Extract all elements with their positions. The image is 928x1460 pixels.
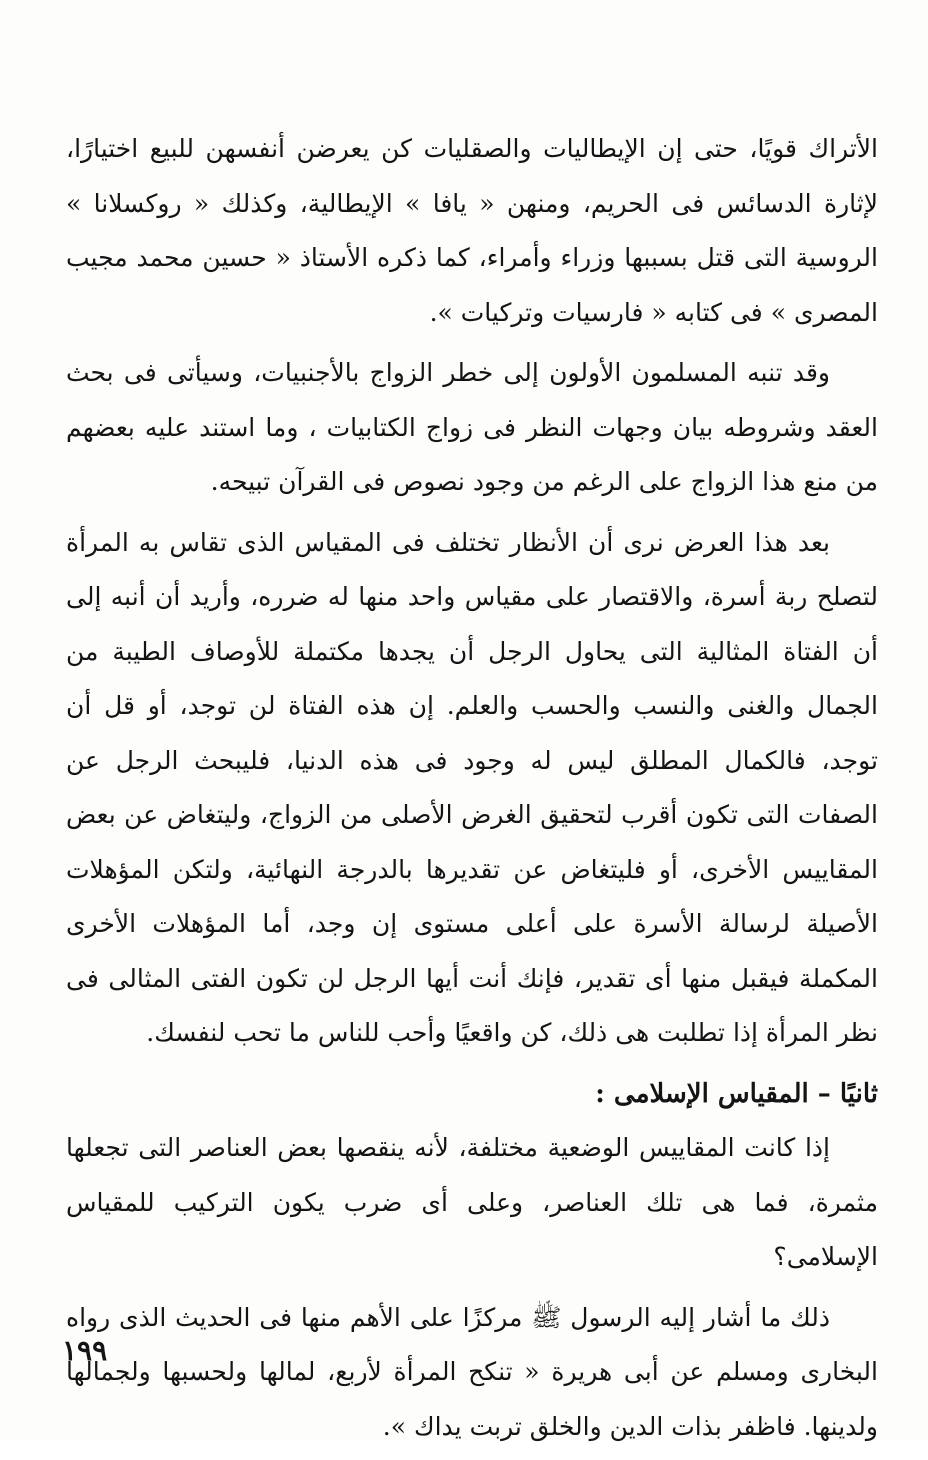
section-heading: ثانيًا – المقياس الإسلامى : [595, 1078, 878, 1109]
paragraph-4: إذا كانت المقاييس الوضعية مختلفة، لأنه ينقصها بعض العناصر التى تجعلها مثمرة، فما هى تلك العناصر، وعلى أى ضرب يكون التركيب للمقياس الإسلامى؟ [66, 1133, 878, 1271]
page-body-text [66, 122, 878, 1460]
page-number: ١٩٩ [62, 1334, 108, 1367]
paragraph-2: وقد تنبه المسلمون الأولون إلى خطر الزواج بالأجنبيات، وسيأتى فى بحث العقد وشروطه بيان وجهات النظر فى زواج الكتابيات ، وما استند عليه بعضهم من منع هذا الزواج على الرغم من وجود نصوص فى القرآن تبيحه. [66, 358, 878, 496]
paragraph-5: ذلك ما أشار إليه الرسول ﷺ مركزًا على الأهم منها فى الحديث الذى رواه البخارى ومسلم عن أبى هريرة « تنكح المرأة لأربع، لمالها ولحسبها ولجمالها ولدينها. فاظفر بذات الدين والخلق تربت يداك ». [66, 1302, 878, 1441]
paragraph-1: الأتراك قويًا، حتى إن الإيطاليات والصقليات كن يعرضن أنفسهن للبيع اختيارًا، لإثارة الدسائس فى الحريم، ومنهن « يافا » الإيطالية، وكذلك « روكسلانا » الروسية التى قتل بسببها وزراء وأمراء، كما ذكره الأستاذ « حسين محمد مجيب المصرى » فى كتابه « فارسيات وتركيات ». [66, 134, 878, 327]
paragraph-3: بعد هذا العرض نرى أن الأنظار تختلف فى المقياس الذى تقاس به المرأة لتصلح ربة أسرة، والاقتصار على مقياس واحد منها له ضرره، وأريد أن أنبه إلى أن الفتاة المثالية التى يحاول الرجل أن يجدها مكتملة للأوصاف الطيبة من الجمال والغنى والنسب والحسب والعلم. إن هذه الفتاة لن توجد، أو قل أن توجد، فالكمال المطلق ليس له وجود فى هذه الدنيا، فليبحث الرجل عن الصفات التى تكون أقرب لتحقيق الغرض الأصلى من الزواج، وليتغاض عن بعض المقاييس الأخرى، أو فليتغاض عن تقديرها بالدرجة النهائية، ولتكن المؤهلات الأصيلة لرسالة الأسرة على أعلى مستوى إن وجد، أما المؤهلات الأخرى المكملة فيقبل منها أى تقدير، فإنك أنت أيها الرجل لن تكون الفتى المثالى فى نظر المرأة إذا تطلبت هى ذلك، كن واقعيًا وأحب للناس ما تحب لنفسك. [66, 527, 878, 1047]
